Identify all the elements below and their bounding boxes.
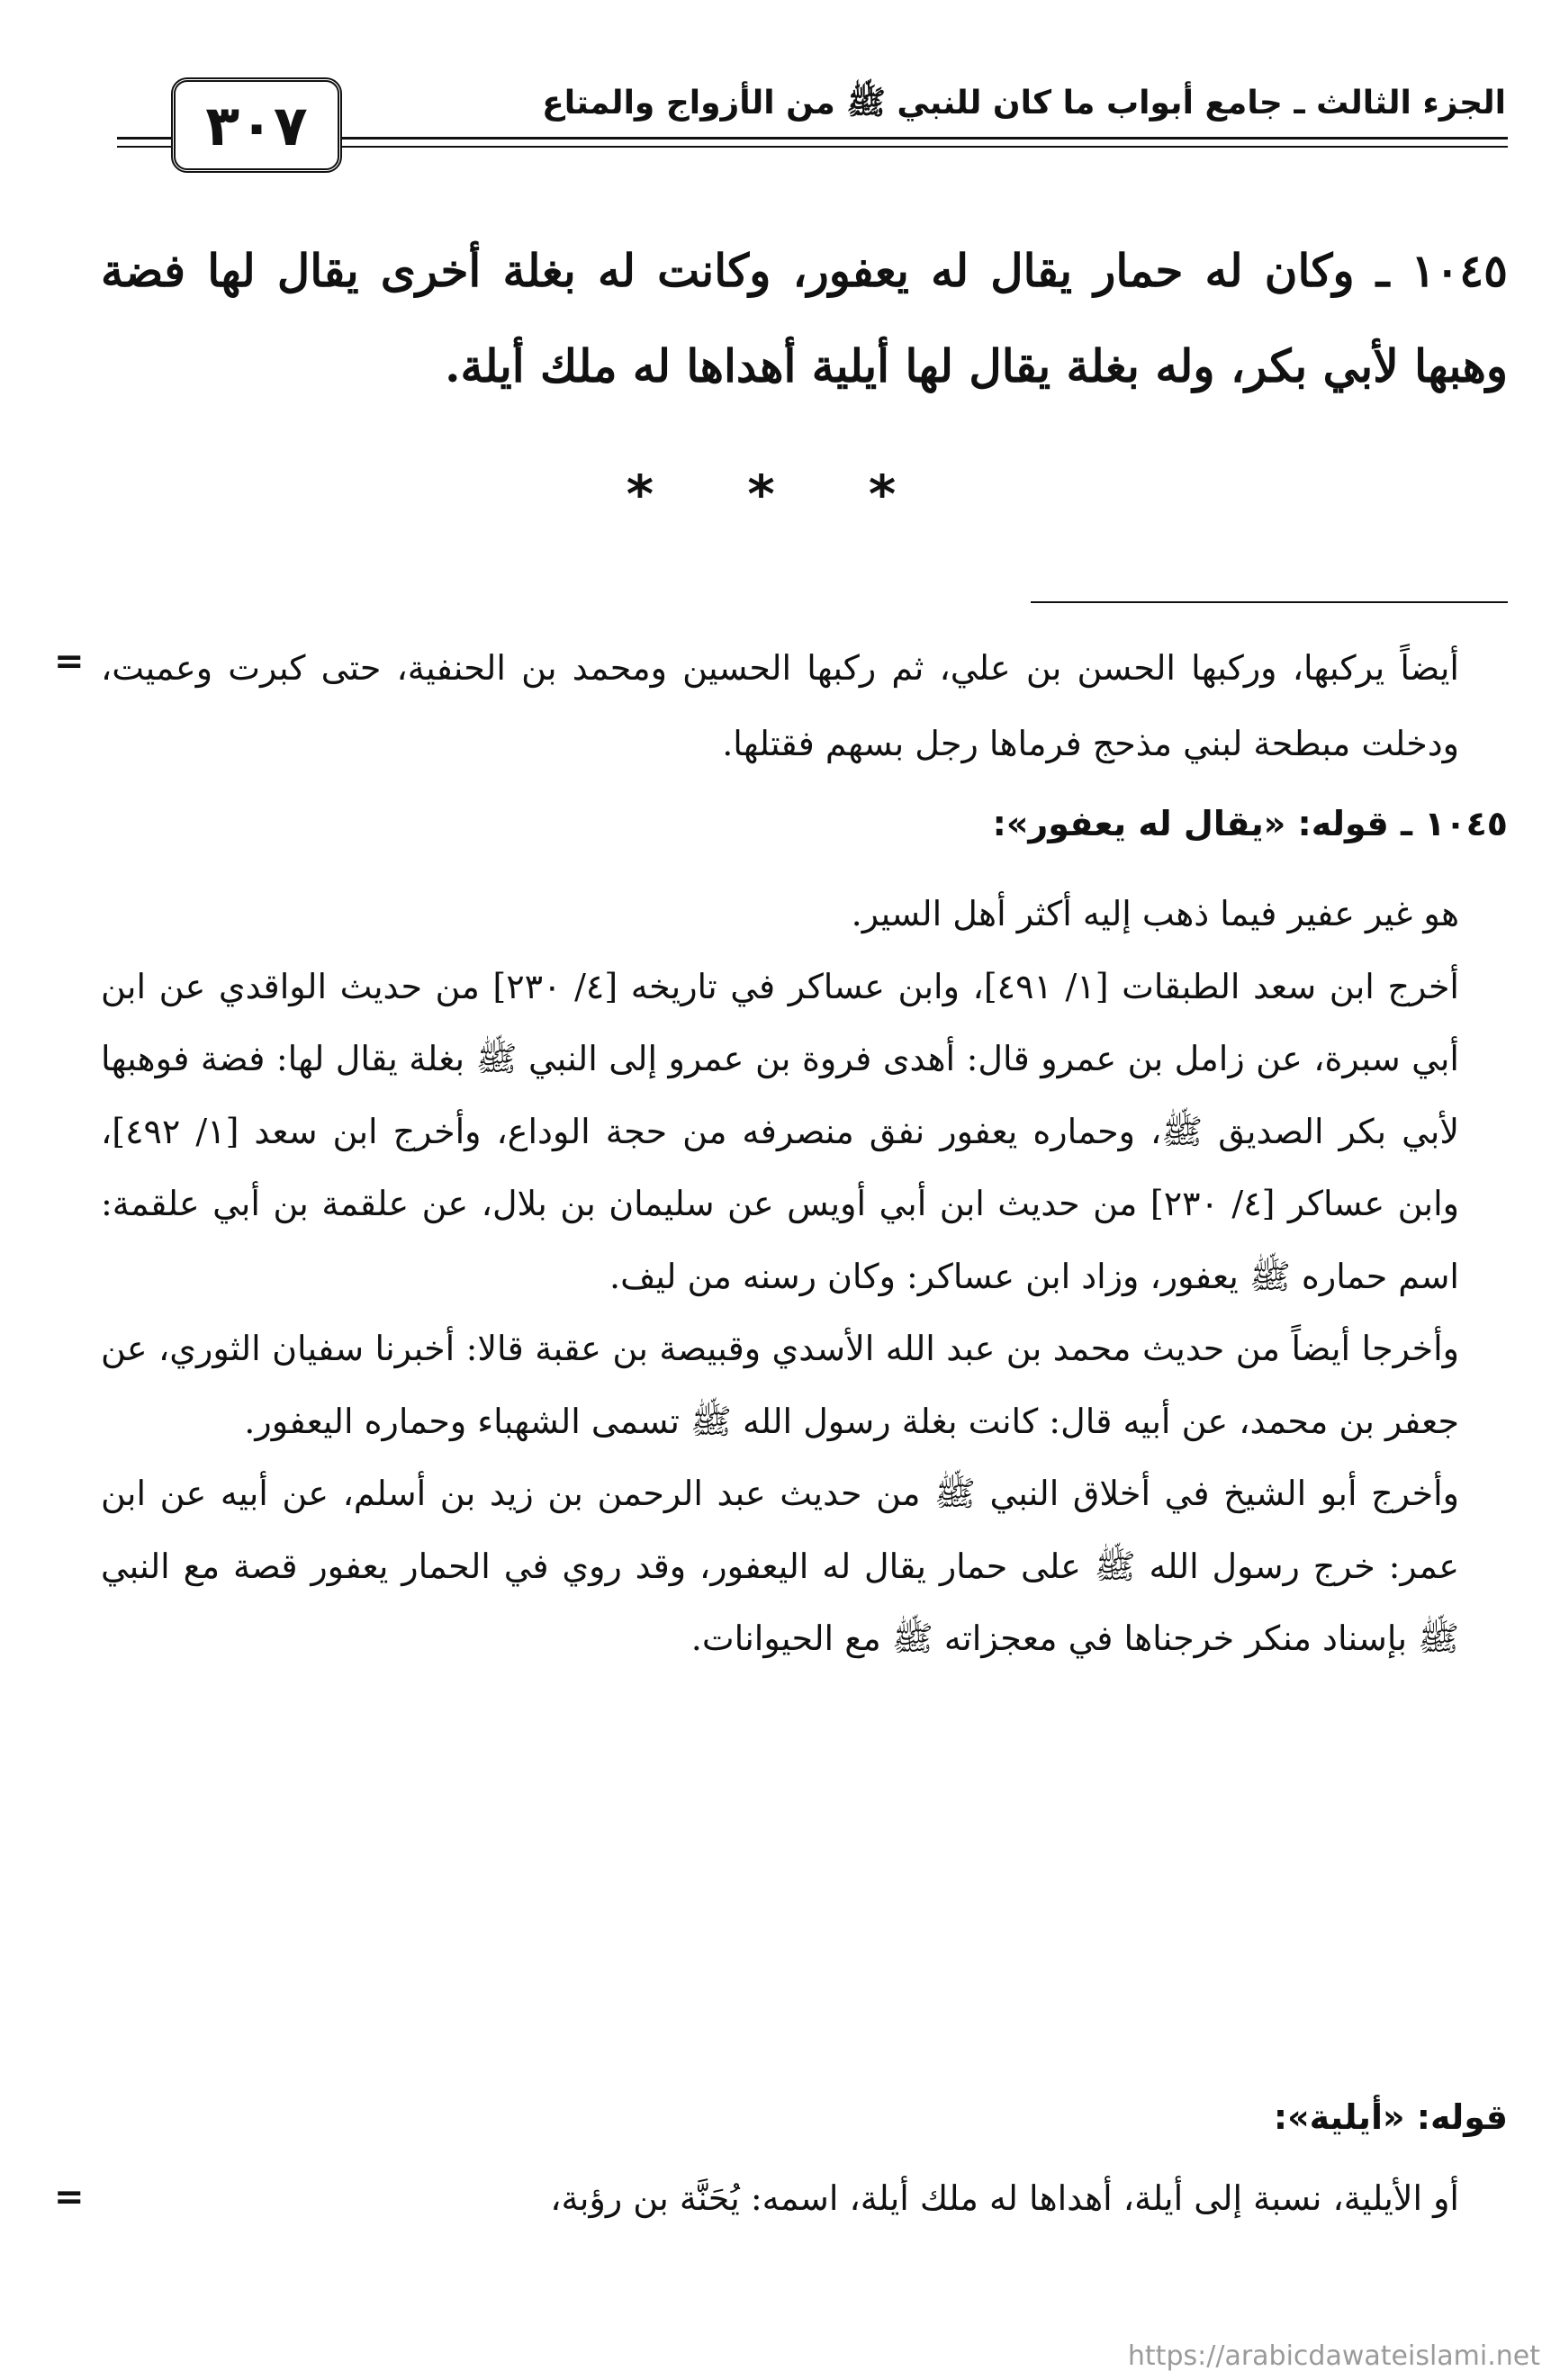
footnote-body-aylia: أو الأيلية، نسبة إلى أيلة، أهداها له ملك أيلة، اسمه: يُحَنَّة بن رؤبة، — [550, 2178, 1459, 2218]
footnote-rule — [1031, 601, 1508, 603]
continues-marker: = — [54, 2177, 85, 2218]
page-number: ٣٠٧ — [205, 92, 308, 158]
footnote-continuation: أيضاً يركبها، وركبها الحسن بن علي، ثم ركبها الحسين ومحمد بن الحنفية، حتى كبرت وعميت، ودخلت مبطحة لبني مذحج فرماها رجل بسهم فقتلها. — [101, 648, 1459, 763]
footnote-paragraph: وأخرجا أيضاً من حديث محمد بن عبد الله الأسدي وقبيصة بن عقبة قالا: أخبرنا سفيان الثوري، عن جعفر بن محمد، عن أبيه قال: كانت بغلة رسول الله ﷺ تسمى الشهباء وحماره اليعفور. — [101, 1329, 1459, 1441]
continuation-marker: = — [54, 641, 85, 682]
running-header-title: الجزء الثالث ـ جامع أبواب ما كان للنبي ﷺ من الأزواج والمتاع — [542, 85, 1506, 122]
footnote-paragraph: هو غير عفير فيما ذهب إليه أكثر أهل السير. — [851, 894, 1459, 933]
main-text-paragraph: ١٠٤٥ ـ وكان له حمار يقال له يعفور، وكانت له بغلة أخرى يقال لها فضة وهبها لأبي بكر، وله بغلة يقال لها أيلية أهداها له ملك أيلة. — [101, 244, 1508, 392]
footnote-paragraph: وأخرج أبو الشيخ في أخلاق النبي ﷺ من حديث عبد الرحمن بن زيد بن أسلم، عن أبيه عن ابن عمر: خرج رسول الله ﷺ على حمار يقال له اليعفور، وقد روي في الحمار يعفور قصة مع النبي ﷺ بإسناد منكر خرجناها في معجزاته ﷺ مع الحيوانات. — [101, 1474, 1459, 1658]
footnote-heading-aylia: قوله: «أيلية»: — [1273, 2097, 1508, 2137]
page-number-frame — [171, 77, 342, 173]
section-separator: * * * — [626, 464, 934, 525]
footnote-paragraph: أخرج ابن سعد الطبقات [١/ ٤٩١]، وابن عساكر في تاريخه [٤/ ٢٣٠] من حديث الواقدي عن ابن أبي سبرة، عن زامل بن عمرو قال: أهدى فروة بن عمرو إلى النبي ﷺ بغلة يقال لها: فضة فوهبها لأبي بكر الصديق ﷺ، وحماره يعفور نفق منصرفه من حجة الوداع، وأخرج ابن سعد [١/ ٤٩٢]، وابن عساكر [٤/ ٢٣٠] من حديث ابن أبي أويس عن سليمان بن بلال، عن علقمة بن أبي علقمة: اسم حماره ﷺ يعفور، وزاد ابن عساكر: وكان رسنه من ليف. — [101, 966, 1460, 1296]
watermark-url: https://arabicdawateislami.net — [1127, 2340, 1540, 2372]
footnote-heading: ١٠٤٥ ـ قوله: «يقال له يعفور»: — [992, 804, 1508, 843]
footnote-body — [101, 878, 1459, 1675]
